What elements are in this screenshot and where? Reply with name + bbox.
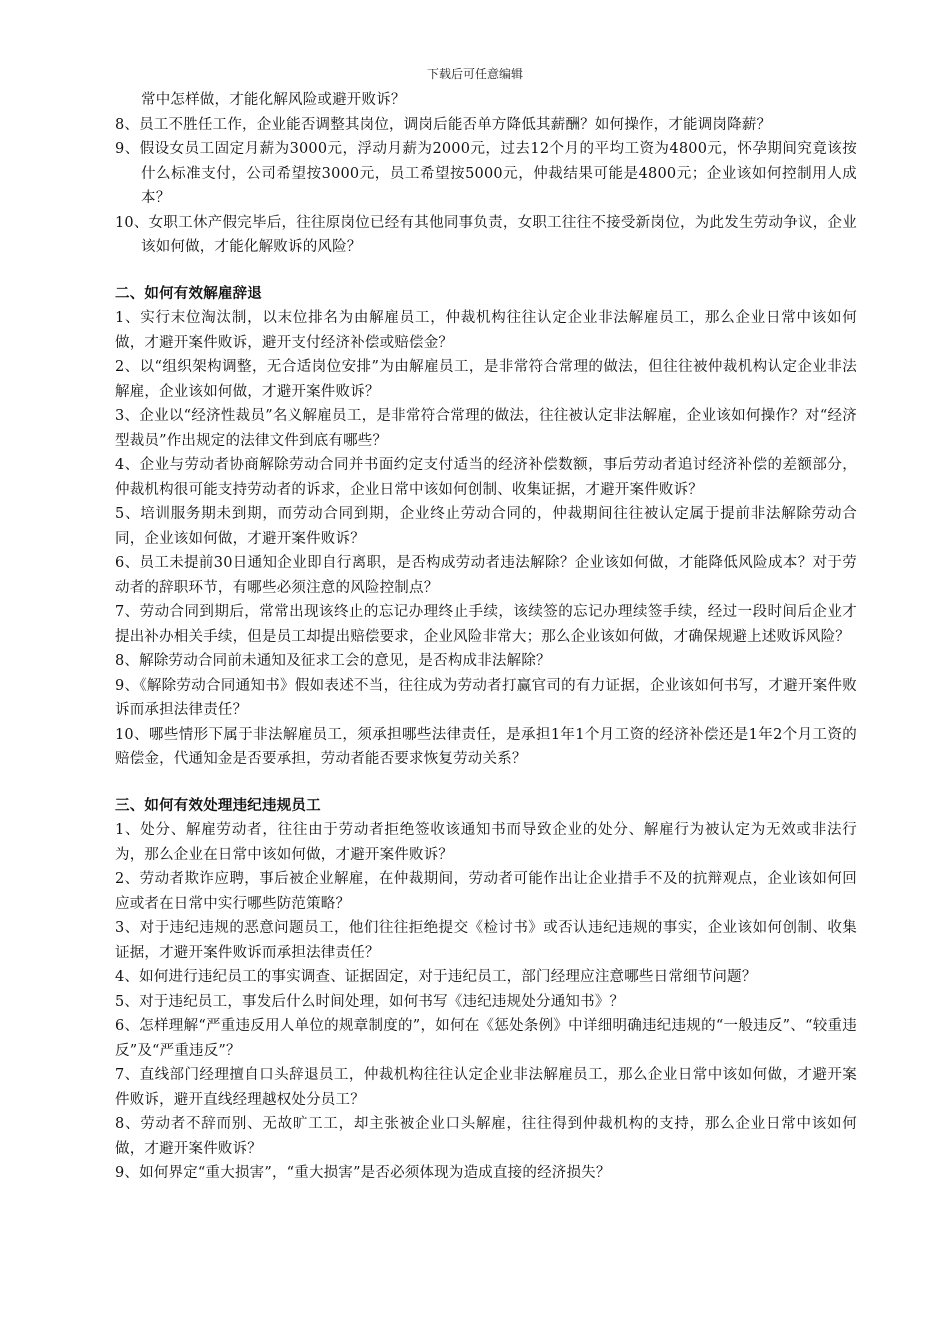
list-item: 2、以“组织架构调整，无合适岗位安排”为由解雇员工，是非常符合常理的做法，但往往被仲裁机构认定企业非法解雇，企业该如何做，才避开案件败诉？ [115,359,857,400]
list-item: 5、培训服务期未到期，而劳动合同到期，企业终止劳动合同的，仲裁期间往往被认定属于提前非法解除劳动合同，企业该如何做，才避开案件败诉？ [115,506,857,547]
list-item: 8、劳动者不辞而别、无故旷工工，却主张被企业口头解雇，往往得到仲裁机构的支持，那么企业日常中该如何做，才避开案件败诉？ [115,1116,857,1157]
list-item: 10、女职工休产假完毕后，往往原岗位已经有其他同事负责，女职工往往不接受新岗位，为此发生劳动争议，企业该如何做，才能化解败诉的风险？ [115,214,857,255]
list-item: 3、对于违纪违规的恶意问题员工，他们往往拒绝提交《检讨书》或否认违纪违规的事实，企业该如何创制、收集证据，才避开案件败诉而承担法律责任？ [115,920,857,961]
list-item: 10、哪些情形下属于非法解雇员工，须承担哪些法律责任，是承担1年1个月工资的经济补偿还是1年2个月工资的赔偿金，代通知金是否要承担，劳动者能否要求恢复劳动关系？ [115,726,857,767]
list-item: 1、处分、解雇劳动者，往往由于劳动者拒绝签收该通知书而导致企业的处分、解雇行为被认定为无效或非法行为，那么企业在日常中该如何做，才避开案件败诉？ [115,822,857,863]
list-item: 9、假设女员工固定月薪为3000元，浮动月薪为2000元，过去12个月的平均工资为4800元，怀孕期间究竟该按什么标准支付，公司希望按3000元，员工希望按5000元，仲裁结果可能是4800元；企业该如何控制用人成本？ [115,141,857,206]
list-item: 6、怎样理解“严重违反用人单位的规章制度的”，如何在《惩处条例》中详细明确违纪违规的“一般违反”、“较重违反”及“严重违反”？ [115,1018,857,1059]
page-header: 下载后可任意编辑 [426,67,523,81]
section-title: 二、如何有效解雇辞退 [115,284,262,302]
list-item: 9、如何界定“重大损害”，“重大损害”是否必须体现为造成直接的经济损失？ [115,1165,611,1181]
list-item: 4、企业与劳动者协商解除劳动合同并书面约定支付适当的经济补偿数额，事后劳动者追讨经济补偿的差额部分，仲裁机构很可能支持劳动者的诉求，企业日常中该如何创制、收集证据，才避开案件败诉？ [115,457,857,498]
list-item: 4、如何进行违纪员工的事实调查、证据固定，对于违纪员工，部门经理应注意哪些日常细节问题？ [115,969,757,985]
list-item: 7、直线部门经理擅自口头辞退员工，仲裁机构往往认定企业非法解雇员工，那么企业日常中该如何做，才避开案件败诉，避开直线经理越权处分员工？ [115,1067,857,1108]
list-item: 2、劳动者欺诈应聘，事后被企业解雇，在仲裁期间，劳动者可能作出让企业措手不及的抗辩观点，企业该如何回应或者在日常中实行哪些防范策略？ [115,871,857,912]
list-item: 6、员工未提前30日通知企业即自行离职，是否构成劳动者违法解除？企业该如何做，才能降低风险成本？对于劳动者的辞职环节，有哪些必须注意的风险控制点？ [115,555,857,596]
section-title: 三、如何有效处理违纪违规员工 [115,796,321,814]
list-item: 1、实行末位淘汰制，以末位排名为由解雇员工，仲裁机构往往认定企业非法解雇员工，那么企业日常中该如何做，才避开案件败诉，避开支付经济补偿或赔偿金？ [115,310,857,351]
list-item: 8、员工不胜任工作，企业能否调整其岗位，调岗后能否单方降低其薪酬？如何操作，才能调岗降薪？ [115,116,772,133]
continuation-line: 常中怎样做，才能化解风险或避开败诉？ [141,92,406,108]
list-item: 7、劳动合同到期后，常常出现该终止的忘记办理终止手续，该续签的忘记办理续签手续，经过一段时间后企业才提出补办相关手续，但是员工却提出赔偿要求，企业风险非常大；那么企业该如何做，才确保规避上述败诉风险？ [115,604,857,645]
list-item: 3、企业以“经济性裁员”名义解雇员工，是非常符合常理的做法，往往被认定非法解雇，企业该如何操作？对“经济型裁员”作出规定的法律文件到底有哪些？ [115,408,857,449]
list-item: 5、对于违纪员工，事发后什么时间处理，如何书写《违纪违规处分通知书》？ [115,993,625,1010]
list-item: 9、《解除劳动合同通知书》假如表述不当，往往成为劳动者打赢官司的有力证据，企业该如何书写，才避开案件败诉而承担法律责任？ [115,677,857,718]
list-item: 8、解除劳动合同前未通知及征求工会的意见，是否构成非法解除？ [115,653,551,669]
document-body [115,88,857,1186]
